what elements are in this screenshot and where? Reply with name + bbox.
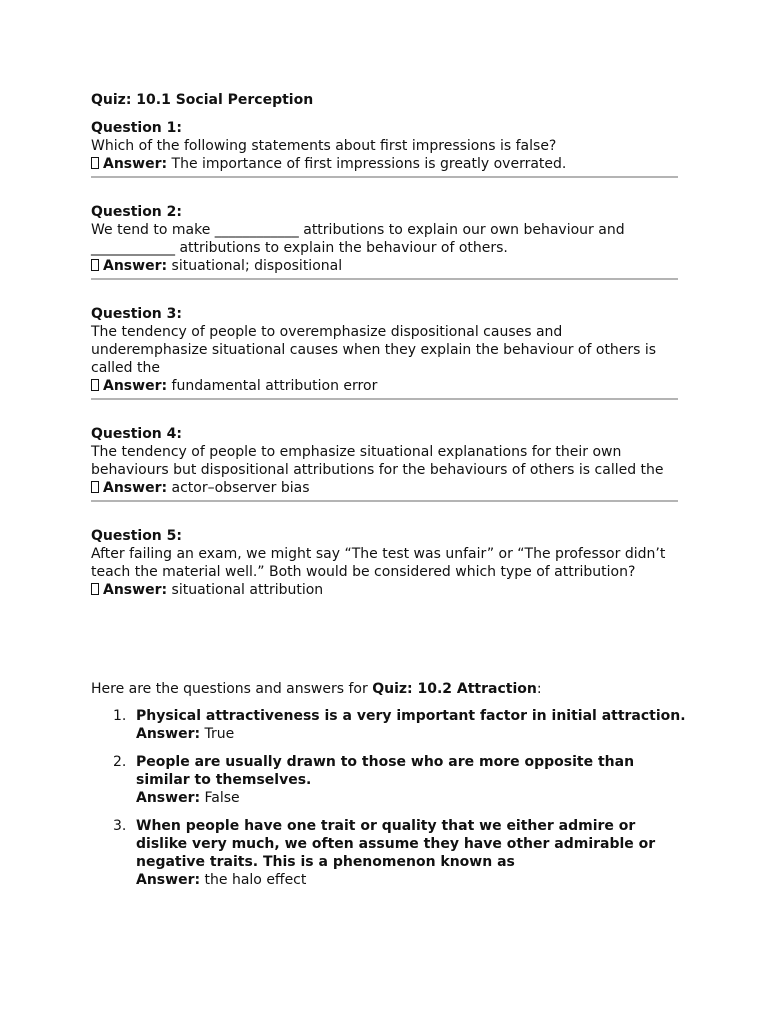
divider — [91, 500, 678, 502]
checkbox-glyph-icon — [91, 259, 99, 271]
answer-text: False — [204, 790, 240, 806]
item-number: 1. — [113, 708, 127, 724]
question-block — [91, 305, 681, 395]
checkbox-glyph-icon — [91, 157, 99, 169]
answer-text: situational; dispositional — [171, 258, 343, 274]
answer-text: actor–observer bias — [171, 480, 310, 496]
list-item — [91, 707, 691, 743]
answer-line — [91, 581, 681, 599]
question-heading: Question 4: — [91, 426, 182, 442]
question-block — [91, 203, 681, 275]
answer-text: fundamental attribution error — [171, 378, 378, 394]
question-heading: Question 5: — [91, 528, 182, 544]
item-number: 2. — [113, 754, 127, 770]
question-text: We tend to make ____________ attributions to explain our own behaviour and ____________ attributions to explain the behaviour of others. — [91, 222, 625, 256]
item-answer-line — [136, 725, 691, 743]
intro-quiz-name: Quiz: 10.2 Attraction — [372, 681, 537, 697]
quiz-title: Quiz: 10.1 Social Perception — [91, 92, 314, 108]
answer-text: The importance of first impressions is greatly overrated. — [171, 156, 567, 172]
question-heading: Question 1: — [91, 120, 182, 136]
answer-label: Answer: — [103, 582, 168, 598]
question-text: The tendency of people to emphasize situational explanations for their own behaviours but dispositional attributions for the behaviours of others is called the — [91, 444, 664, 478]
question-text: Which of the following statements about first impressions is false? — [91, 138, 557, 154]
answer-text: situational attribution — [171, 582, 324, 598]
item-statement: Physical attractiveness is a very important factor in initial attraction. — [136, 708, 686, 724]
answer-line — [91, 479, 681, 497]
item-answer-line — [136, 789, 691, 807]
answer-label: Answer: — [136, 790, 201, 806]
quiz-10-1-section — [91, 90, 681, 599]
item-number: 3. — [113, 818, 127, 834]
item-answer-line — [136, 871, 691, 889]
answer-text: the halo effect — [204, 872, 307, 888]
divider — [91, 398, 678, 400]
answer-line — [91, 377, 681, 395]
item-statement: When people have one trait or quality that we either admire or dislike very much, we often assume they have other admirable or negative traits. This is a phenomenon known as — [136, 818, 656, 870]
question-text: After failing an exam, we might say “The test was unfair” or “The professor didn’t teach the material well.” Both would be considered which type of attribution? — [91, 546, 666, 580]
checkbox-glyph-icon — [91, 379, 99, 391]
question-block — [91, 527, 681, 599]
answer-text: True — [204, 726, 235, 742]
answer-label: Answer: — [103, 156, 168, 172]
checkbox-glyph-icon — [91, 583, 99, 595]
quiz-intro — [91, 679, 691, 699]
attraction-question-list — [91, 707, 691, 889]
list-item — [91, 817, 691, 889]
answer-label: Answer: — [136, 872, 201, 888]
intro-prefix: Here are the questions and answers for — [91, 681, 373, 697]
answer-label: Answer: — [103, 480, 168, 496]
question-block — [91, 425, 681, 497]
divider — [91, 278, 678, 280]
answer-line — [91, 257, 681, 275]
intro-suffix: : — [536, 681, 542, 697]
question-text: The tendency of people to overemphasize dispositional causes and underemphasize situational causes when they explain the behaviour of others is called the — [91, 324, 657, 376]
question-heading: Question 3: — [91, 306, 182, 322]
question-heading: Question 2: — [91, 204, 182, 220]
answer-label: Answer: — [103, 258, 168, 274]
list-item — [91, 753, 691, 807]
answer-label: Answer: — [136, 726, 201, 742]
answer-label: Answer: — [103, 378, 168, 394]
answer-line — [91, 155, 681, 173]
question-block — [91, 119, 681, 173]
checkbox-glyph-icon — [91, 481, 99, 493]
item-statement: People are usually drawn to those who are more opposite than similar to themselves. — [136, 754, 635, 788]
divider — [91, 176, 678, 178]
quiz-10-2-section — [91, 679, 691, 899]
